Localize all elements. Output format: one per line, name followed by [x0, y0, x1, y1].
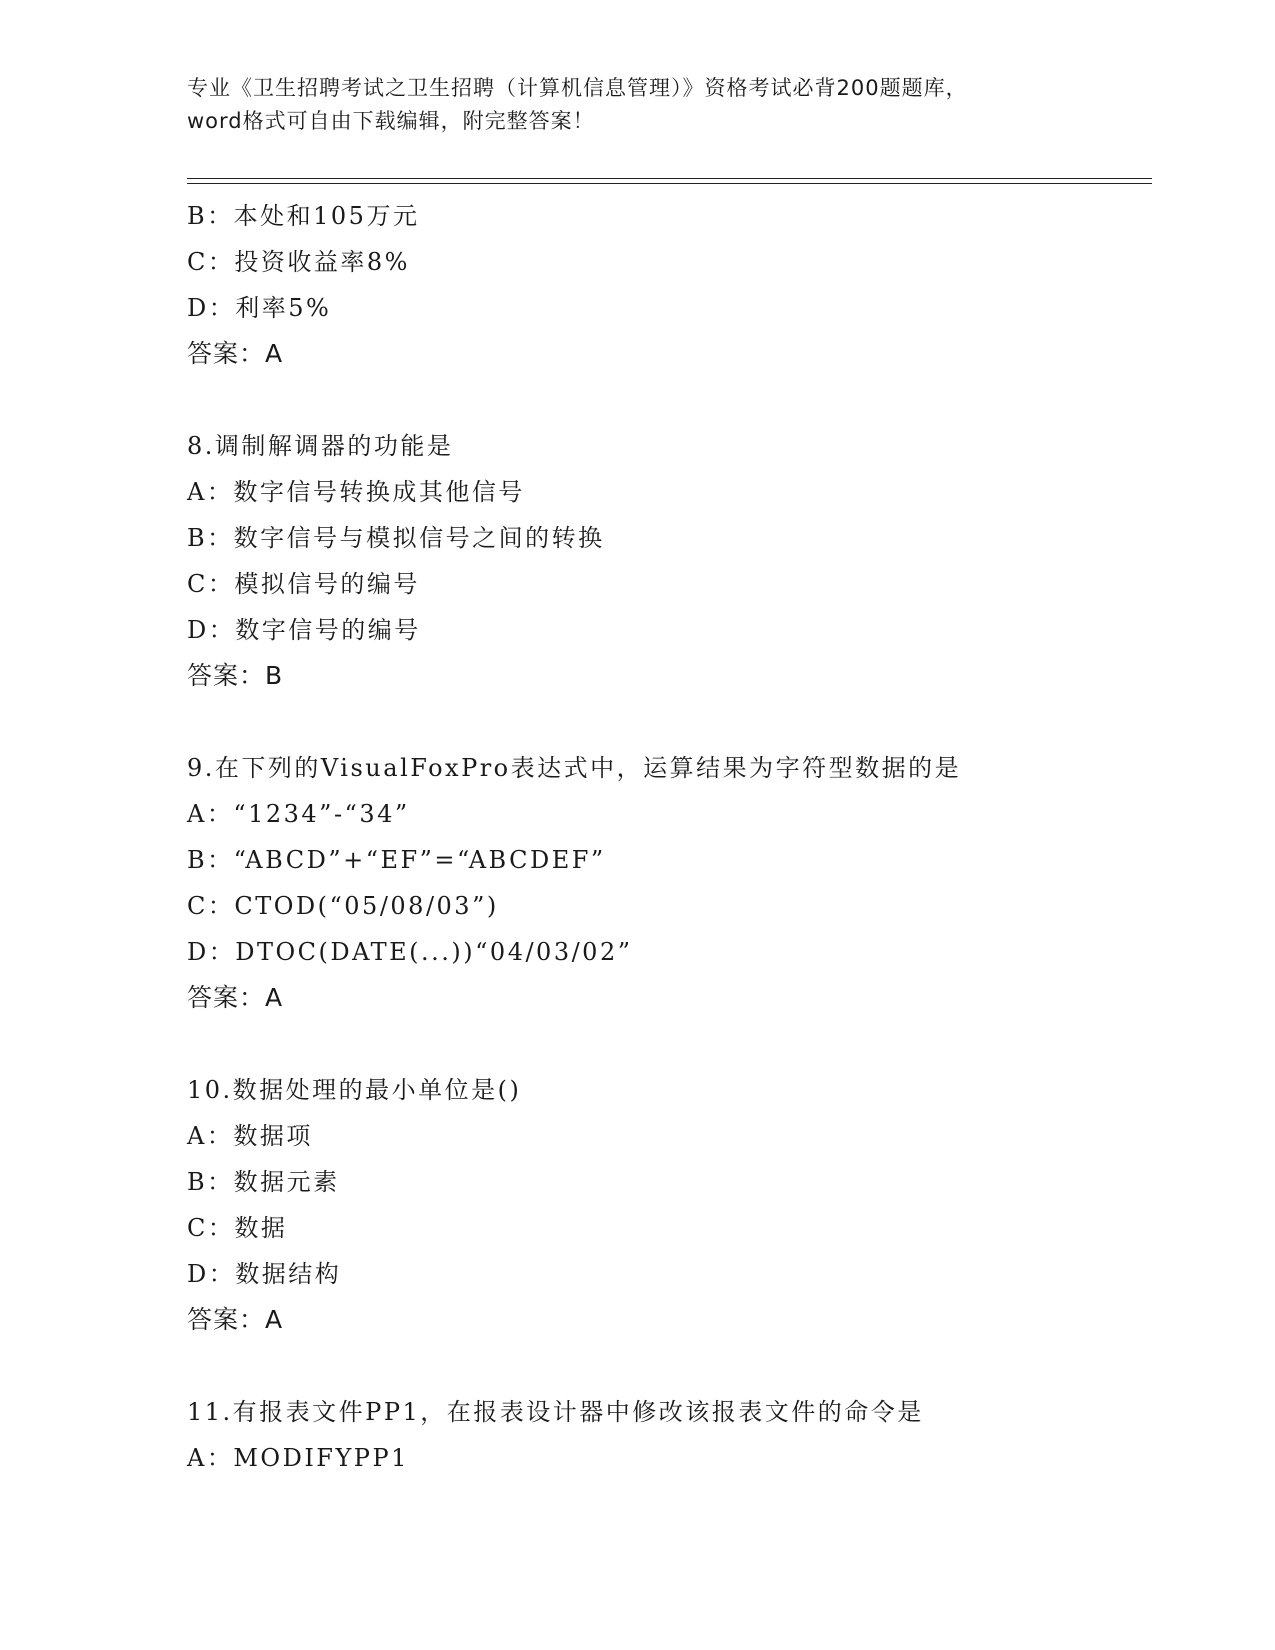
- answer-label: 答案：A: [187, 339, 284, 368]
- header-divider-bottom: [187, 183, 1152, 184]
- header-line-1: 专业《卫生招聘考试之卫生招聘（计算机信息管理）》资格考试必背200题题库，: [187, 76, 968, 100]
- spacer: [187, 377, 1147, 423]
- spacer: [187, 699, 1147, 745]
- answer-label: 答案：B: [187, 661, 284, 690]
- question-stem: 8.调制解调器的功能是: [187, 432, 454, 460]
- document-header: [187, 72, 1087, 138]
- option-d: D：DTOC(DATE(...))“04/03/02”: [187, 938, 633, 966]
- option-c: C：数据: [187, 1214, 288, 1242]
- option-a: A：MODIFYPP1: [187, 1444, 409, 1472]
- option-c: C：模拟信号的编号: [187, 570, 420, 598]
- answer-label: 答案：A: [187, 983, 284, 1012]
- header-line-2: word格式可自由下载编辑，附完整答案！: [187, 109, 595, 133]
- option-d: D：利率5%: [187, 294, 332, 322]
- question-stem: 10.数据处理的最小单位是(): [187, 1076, 522, 1104]
- question-block-8: [187, 423, 1147, 699]
- question-block-9: [187, 745, 1147, 1021]
- option-b: B：数据元素: [187, 1168, 340, 1196]
- answer-label: 答案：A: [187, 1305, 284, 1334]
- option-c: C：CTOD(“05/08/03”): [187, 892, 499, 920]
- question-block-7: [187, 193, 1147, 377]
- option-b: B：“ABCD”+“EF”=“ABCDEF”: [187, 846, 606, 874]
- question-stem: 9.在下列的VisualFoxPro表达式中，运算结果为字符型数据的是: [187, 754, 962, 782]
- option-b: B：本处和105万元: [187, 202, 420, 230]
- option-b: B：数字信号与模拟信号之间的转换: [187, 524, 605, 552]
- option-a: A：数字信号转换成其他信号: [187, 478, 525, 506]
- option-d: D：数据结构: [187, 1260, 342, 1288]
- question-block-11: [187, 1389, 1147, 1481]
- spacer: [187, 1343, 1147, 1389]
- option-c: C：投资收益率8%: [187, 248, 410, 276]
- question-stem: 11.有报表文件PP1，在报表设计器中修改该报表文件的命令是: [187, 1398, 924, 1426]
- question-block-10: [187, 1067, 1147, 1343]
- option-a: A：数据项: [187, 1122, 313, 1150]
- spacer: [187, 1021, 1147, 1067]
- question-content: [187, 193, 1147, 1481]
- header-divider-top: [187, 178, 1152, 179]
- option-a: A：“1234”-“34”: [187, 800, 410, 828]
- option-d: D：数字信号的编号: [187, 616, 421, 644]
